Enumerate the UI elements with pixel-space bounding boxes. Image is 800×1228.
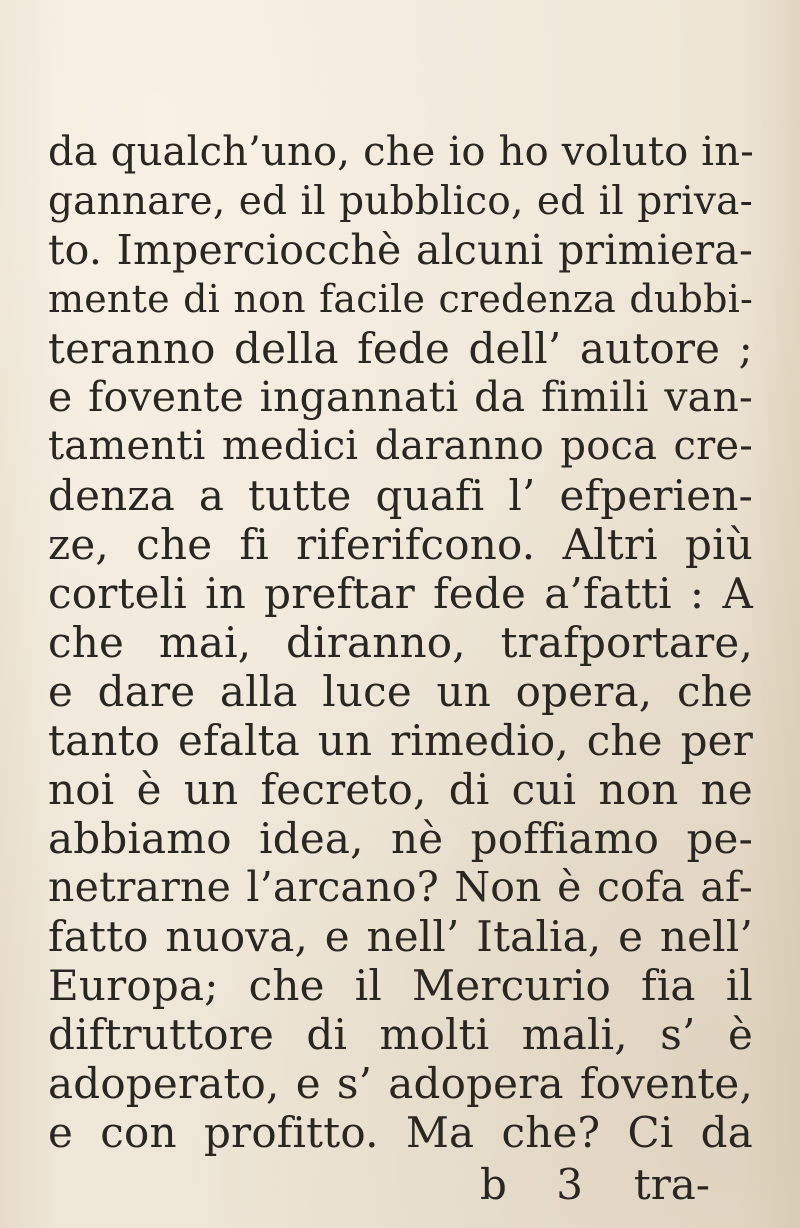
text-line: e dare alla luce un opera, che [48,667,753,716]
text-line: e fovente ingannati da fimili van- [48,373,753,421]
signature-mark: b 3 [480,1160,601,1209]
text-line: tanto efalta un rimedio, che per [48,716,753,765]
text-line: da qualch’uno, che io ho voluto in- [48,129,754,175]
text-line: netrarne l’arcano? Non è cofa af- [48,863,753,911]
text-line: denza a tutte quafi l’ efperien- [48,471,753,520]
text-line: tamenti medici daranno poca cre- [48,423,753,469]
catchword: tra- [633,1160,710,1209]
text-line: adoperato, e s’ adopera fovente, [48,1059,753,1108]
text-line: diftruttore di molti mali, s’ è [48,1010,753,1059]
text-line: teranno della fede dell’ autore ; [48,324,753,373]
text-line: che mai, diranno, trafportare, [48,618,753,667]
text-line: mente di non facile credenza dubbi- [48,277,753,321]
body-text [48,128,760,1157]
text-line: Europa; che il Mercurio fia il [48,961,753,1010]
text-line: to. Imperciocchè alcuni primiera- [48,226,753,274]
text-line: gannare, ed il pubblico, ed il priva- [48,179,753,224]
page-footer [480,1160,710,1209]
text-line: ze, che fi riferifcono. Altri più [48,520,753,569]
text-line: abbiamo idea, nè poffiamo pe- [48,814,753,863]
text-line: noi è un fecreto, di cui non ne [48,765,753,814]
text-line: corteli in preftar fede a’fatti : A [48,569,753,618]
text-line: e con profitto. Ma che? Ci da [48,1108,753,1157]
text-line: fatto nuova, e nell’ Italia, e nell’ [48,912,753,961]
